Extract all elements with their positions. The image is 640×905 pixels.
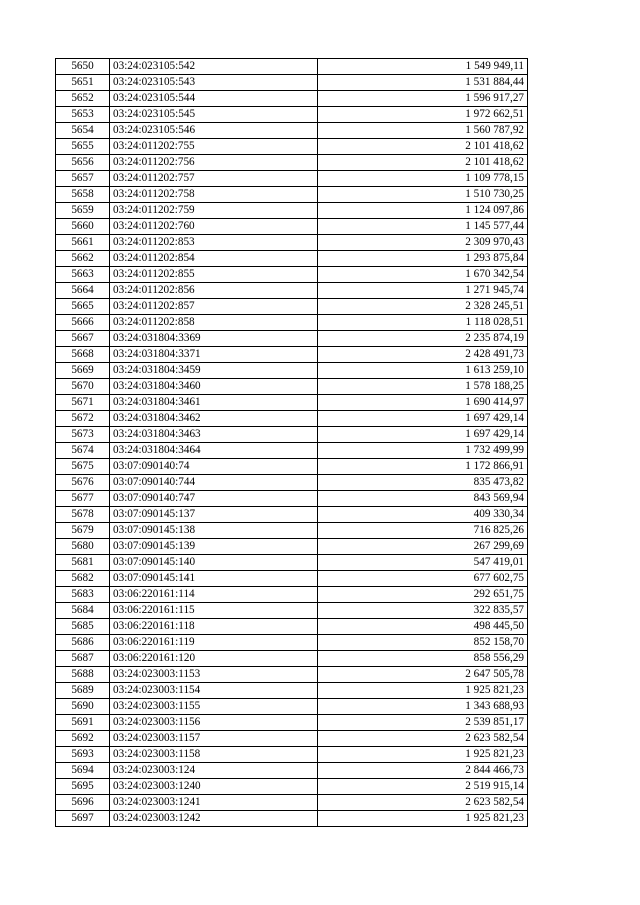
table-row bbox=[56, 331, 528, 347]
cadastral-value-cell: 2 623 582,54 bbox=[318, 795, 528, 811]
row-number-cell: 5688 bbox=[56, 667, 110, 683]
cadastral-value-cell: 1 596 917,27 bbox=[318, 91, 528, 107]
table-row bbox=[56, 475, 528, 491]
row-number-cell: 5668 bbox=[56, 347, 110, 363]
table-row bbox=[56, 699, 528, 715]
cadastral-value-cell: 835 473,82 bbox=[318, 475, 528, 491]
cadastral-number-cell: 03:06:220161:119 bbox=[110, 635, 318, 651]
table-row bbox=[56, 443, 528, 459]
table-row bbox=[56, 523, 528, 539]
row-number-cell: 5683 bbox=[56, 587, 110, 603]
row-number-cell: 5672 bbox=[56, 411, 110, 427]
cadastral-number-cell: 03:24:023003:1240 bbox=[110, 779, 318, 795]
cadastral-value-cell: 498 445,50 bbox=[318, 619, 528, 635]
cadastral-value-cell: 1 124 097,86 bbox=[318, 203, 528, 219]
cadastral-value-cell: 1 118 028,51 bbox=[318, 315, 528, 331]
row-number-cell: 5671 bbox=[56, 395, 110, 411]
row-number-cell: 5654 bbox=[56, 123, 110, 139]
cadastral-value-cell: 843 569,94 bbox=[318, 491, 528, 507]
cadastral-number-cell: 03:07:090140:747 bbox=[110, 491, 318, 507]
row-number-cell: 5696 bbox=[56, 795, 110, 811]
table-row bbox=[56, 363, 528, 379]
row-number-cell: 5676 bbox=[56, 475, 110, 491]
cadastral-number-cell: 03:06:220161:115 bbox=[110, 603, 318, 619]
cadastral-number-cell: 03:07:090145:141 bbox=[110, 571, 318, 587]
row-number-cell: 5670 bbox=[56, 379, 110, 395]
cadastral-number-cell: 03:07:090145:138 bbox=[110, 523, 318, 539]
cadastral-value-cell: 1 109 778,15 bbox=[318, 171, 528, 187]
cadastral-value-cell: 1 670 342,54 bbox=[318, 267, 528, 283]
table-row bbox=[56, 75, 528, 91]
cadastral-number-cell: 03:07:090145:137 bbox=[110, 507, 318, 523]
cadastral-number-cell: 03:24:011202:857 bbox=[110, 299, 318, 315]
table-row bbox=[56, 603, 528, 619]
table-row bbox=[56, 347, 528, 363]
row-number-cell: 5661 bbox=[56, 235, 110, 251]
row-number-cell: 5691 bbox=[56, 715, 110, 731]
cadastral-number-cell: 03:06:220161:114 bbox=[110, 587, 318, 603]
cadastral-number-cell: 03:24:031804:3463 bbox=[110, 427, 318, 443]
row-number-cell: 5681 bbox=[56, 555, 110, 571]
cadastral-value-cell: 1 690 414,97 bbox=[318, 395, 528, 411]
table-row bbox=[56, 267, 528, 283]
cadastral-number-cell: 03:24:011202:755 bbox=[110, 139, 318, 155]
row-number-cell: 5679 bbox=[56, 523, 110, 539]
row-number-cell: 5684 bbox=[56, 603, 110, 619]
table-row bbox=[56, 315, 528, 331]
row-number-cell: 5669 bbox=[56, 363, 110, 379]
row-number-cell: 5678 bbox=[56, 507, 110, 523]
cadastral-number-cell: 03:24:011202:853 bbox=[110, 235, 318, 251]
cadastral-number-cell: 03:07:090145:139 bbox=[110, 539, 318, 555]
table-row bbox=[56, 203, 528, 219]
cadastral-value-cell: 2 101 418,62 bbox=[318, 155, 528, 171]
cadastral-value-cell: 1 925 821,23 bbox=[318, 683, 528, 699]
table-row bbox=[56, 491, 528, 507]
row-number-cell: 5665 bbox=[56, 299, 110, 315]
cadastral-value-cell: 2 235 874,19 bbox=[318, 331, 528, 347]
row-number-cell: 5651 bbox=[56, 75, 110, 91]
cadastral-number-cell: 03:24:023003:1242 bbox=[110, 811, 318, 827]
row-number-cell: 5690 bbox=[56, 699, 110, 715]
cadastral-number-cell: 03:24:023105:542 bbox=[110, 59, 318, 75]
cadastral-number-cell: 03:24:011202:758 bbox=[110, 187, 318, 203]
row-number-cell: 5689 bbox=[56, 683, 110, 699]
cadastral-value-cell: 1 613 259,10 bbox=[318, 363, 528, 379]
cadastral-value-cell: 1 697 429,14 bbox=[318, 427, 528, 443]
table-row bbox=[56, 619, 528, 635]
cadastral-value-cell: 2 309 970,43 bbox=[318, 235, 528, 251]
row-number-cell: 5687 bbox=[56, 651, 110, 667]
row-number-cell: 5694 bbox=[56, 763, 110, 779]
table-row bbox=[56, 235, 528, 251]
table-row bbox=[56, 283, 528, 299]
table-row bbox=[56, 123, 528, 139]
row-number-cell: 5660 bbox=[56, 219, 110, 235]
row-number-cell: 5692 bbox=[56, 731, 110, 747]
table-row bbox=[56, 651, 528, 667]
cadastral-number-cell: 03:24:023105:543 bbox=[110, 75, 318, 91]
cadastral-number-cell: 03:24:023105:544 bbox=[110, 91, 318, 107]
row-number-cell: 5659 bbox=[56, 203, 110, 219]
cadastral-number-cell: 03:07:090145:140 bbox=[110, 555, 318, 571]
table-row bbox=[56, 187, 528, 203]
cadastral-value-table bbox=[55, 58, 528, 827]
document-page bbox=[55, 58, 527, 827]
cadastral-value-cell: 1 172 866,91 bbox=[318, 459, 528, 475]
cadastral-value-cell: 547 419,01 bbox=[318, 555, 528, 571]
cadastral-number-cell: 03:06:220161:118 bbox=[110, 619, 318, 635]
cadastral-value-cell: 677 602,75 bbox=[318, 571, 528, 587]
cadastral-number-cell: 03:24:031804:3460 bbox=[110, 379, 318, 395]
cadastral-number-cell: 03:24:023003:1241 bbox=[110, 795, 318, 811]
row-number-cell: 5673 bbox=[56, 427, 110, 443]
cadastral-number-cell: 03:24:023003:1156 bbox=[110, 715, 318, 731]
cadastral-number-cell: 03:24:023105:546 bbox=[110, 123, 318, 139]
cadastral-value-cell: 2 623 582,54 bbox=[318, 731, 528, 747]
table-body bbox=[56, 59, 528, 827]
table-row bbox=[56, 171, 528, 187]
row-number-cell: 5667 bbox=[56, 331, 110, 347]
cadastral-number-cell: 03:24:023003:1157 bbox=[110, 731, 318, 747]
row-number-cell: 5693 bbox=[56, 747, 110, 763]
cadastral-number-cell: 03:06:220161:120 bbox=[110, 651, 318, 667]
table-row bbox=[56, 779, 528, 795]
cadastral-value-cell: 1 531 884,44 bbox=[318, 75, 528, 91]
cadastral-value-cell: 1 732 499,99 bbox=[318, 443, 528, 459]
table-row bbox=[56, 635, 528, 651]
table-row bbox=[56, 731, 528, 747]
cadastral-value-cell: 1 271 945,74 bbox=[318, 283, 528, 299]
cadastral-number-cell: 03:24:031804:3462 bbox=[110, 411, 318, 427]
table-row bbox=[56, 811, 528, 827]
cadastral-number-cell: 03:24:031804:3461 bbox=[110, 395, 318, 411]
table-row bbox=[56, 155, 528, 171]
cadastral-number-cell: 03:24:011202:856 bbox=[110, 283, 318, 299]
cadastral-value-cell: 409 330,34 bbox=[318, 507, 528, 523]
table-row bbox=[56, 747, 528, 763]
cadastral-value-cell: 1 293 875,84 bbox=[318, 251, 528, 267]
table-row bbox=[56, 411, 528, 427]
cadastral-value-cell: 858 556,29 bbox=[318, 651, 528, 667]
cadastral-value-cell: 1 697 429,14 bbox=[318, 411, 528, 427]
cadastral-number-cell: 03:24:031804:3371 bbox=[110, 347, 318, 363]
table-row bbox=[56, 59, 528, 75]
row-number-cell: 5680 bbox=[56, 539, 110, 555]
cadastral-value-cell: 1 549 949,11 bbox=[318, 59, 528, 75]
cadastral-value-cell: 2 647 505,78 bbox=[318, 667, 528, 683]
table-row bbox=[56, 427, 528, 443]
row-number-cell: 5675 bbox=[56, 459, 110, 475]
table-row bbox=[56, 539, 528, 555]
row-number-cell: 5677 bbox=[56, 491, 110, 507]
table-row bbox=[56, 571, 528, 587]
cadastral-number-cell: 03:24:011202:760 bbox=[110, 219, 318, 235]
row-number-cell: 5685 bbox=[56, 619, 110, 635]
cadastral-value-cell: 1 925 821,23 bbox=[318, 811, 528, 827]
cadastral-number-cell: 03:24:031804:3459 bbox=[110, 363, 318, 379]
cadastral-number-cell: 03:24:023003:1153 bbox=[110, 667, 318, 683]
table-row bbox=[56, 715, 528, 731]
table-row bbox=[56, 107, 528, 123]
row-number-cell: 5652 bbox=[56, 91, 110, 107]
cadastral-number-cell: 03:24:011202:759 bbox=[110, 203, 318, 219]
table-row bbox=[56, 251, 528, 267]
table-row bbox=[56, 219, 528, 235]
cadastral-number-cell: 03:24:011202:854 bbox=[110, 251, 318, 267]
cadastral-value-cell: 2 519 915,14 bbox=[318, 779, 528, 795]
cadastral-value-cell: 852 158,70 bbox=[318, 635, 528, 651]
cadastral-value-cell: 2 101 418,62 bbox=[318, 139, 528, 155]
cadastral-value-cell: 1 343 688,93 bbox=[318, 699, 528, 715]
row-number-cell: 5666 bbox=[56, 315, 110, 331]
cadastral-number-cell: 03:24:011202:756 bbox=[110, 155, 318, 171]
table-row bbox=[56, 507, 528, 523]
table-row bbox=[56, 91, 528, 107]
cadastral-value-cell: 267 299,69 bbox=[318, 539, 528, 555]
cadastral-number-cell: 03:24:023003:1158 bbox=[110, 747, 318, 763]
table-row bbox=[56, 379, 528, 395]
cadastral-number-cell: 03:07:090140:744 bbox=[110, 475, 318, 491]
cadastral-value-cell: 1 578 188,25 bbox=[318, 379, 528, 395]
cadastral-number-cell: 03:24:011202:757 bbox=[110, 171, 318, 187]
cadastral-value-cell: 1 145 577,44 bbox=[318, 219, 528, 235]
cadastral-value-cell: 1 510 730,25 bbox=[318, 187, 528, 203]
row-number-cell: 5656 bbox=[56, 155, 110, 171]
row-number-cell: 5674 bbox=[56, 443, 110, 459]
cadastral-value-cell: 716 825,26 bbox=[318, 523, 528, 539]
cadastral-number-cell: 03:24:011202:858 bbox=[110, 315, 318, 331]
row-number-cell: 5695 bbox=[56, 779, 110, 795]
table-row bbox=[56, 459, 528, 475]
row-number-cell: 5664 bbox=[56, 283, 110, 299]
cadastral-value-cell: 2 844 466,73 bbox=[318, 763, 528, 779]
cadastral-value-cell: 1 925 821,23 bbox=[318, 747, 528, 763]
cadastral-value-cell: 1 972 662,51 bbox=[318, 107, 528, 123]
table-row bbox=[56, 139, 528, 155]
cadastral-number-cell: 03:24:023105:545 bbox=[110, 107, 318, 123]
cadastral-value-cell: 322 835,57 bbox=[318, 603, 528, 619]
cadastral-value-cell: 2 428 491,73 bbox=[318, 347, 528, 363]
table-row bbox=[56, 683, 528, 699]
row-number-cell: 5657 bbox=[56, 171, 110, 187]
table-row bbox=[56, 795, 528, 811]
table-row bbox=[56, 395, 528, 411]
table-row bbox=[56, 667, 528, 683]
cadastral-number-cell: 03:24:023003:1154 bbox=[110, 683, 318, 699]
cadastral-number-cell: 03:07:090140:74 bbox=[110, 459, 318, 475]
row-number-cell: 5663 bbox=[56, 267, 110, 283]
cadastral-number-cell: 03:24:031804:3369 bbox=[110, 331, 318, 347]
table-row bbox=[56, 587, 528, 603]
table-row bbox=[56, 555, 528, 571]
row-number-cell: 5686 bbox=[56, 635, 110, 651]
cadastral-value-cell: 1 560 787,92 bbox=[318, 123, 528, 139]
row-number-cell: 5697 bbox=[56, 811, 110, 827]
row-number-cell: 5662 bbox=[56, 251, 110, 267]
table-row bbox=[56, 763, 528, 779]
cadastral-value-cell: 292 651,75 bbox=[318, 587, 528, 603]
cadastral-value-cell: 2 328 245,51 bbox=[318, 299, 528, 315]
cadastral-number-cell: 03:24:023003:1155 bbox=[110, 699, 318, 715]
row-number-cell: 5653 bbox=[56, 107, 110, 123]
table-row bbox=[56, 299, 528, 315]
row-number-cell: 5658 bbox=[56, 187, 110, 203]
cadastral-number-cell: 03:24:023003:124 bbox=[110, 763, 318, 779]
cadastral-number-cell: 03:24:011202:855 bbox=[110, 267, 318, 283]
row-number-cell: 5650 bbox=[56, 59, 110, 75]
cadastral-number-cell: 03:24:031804:3464 bbox=[110, 443, 318, 459]
cadastral-value-cell: 2 539 851,17 bbox=[318, 715, 528, 731]
row-number-cell: 5655 bbox=[56, 139, 110, 155]
row-number-cell: 5682 bbox=[56, 571, 110, 587]
